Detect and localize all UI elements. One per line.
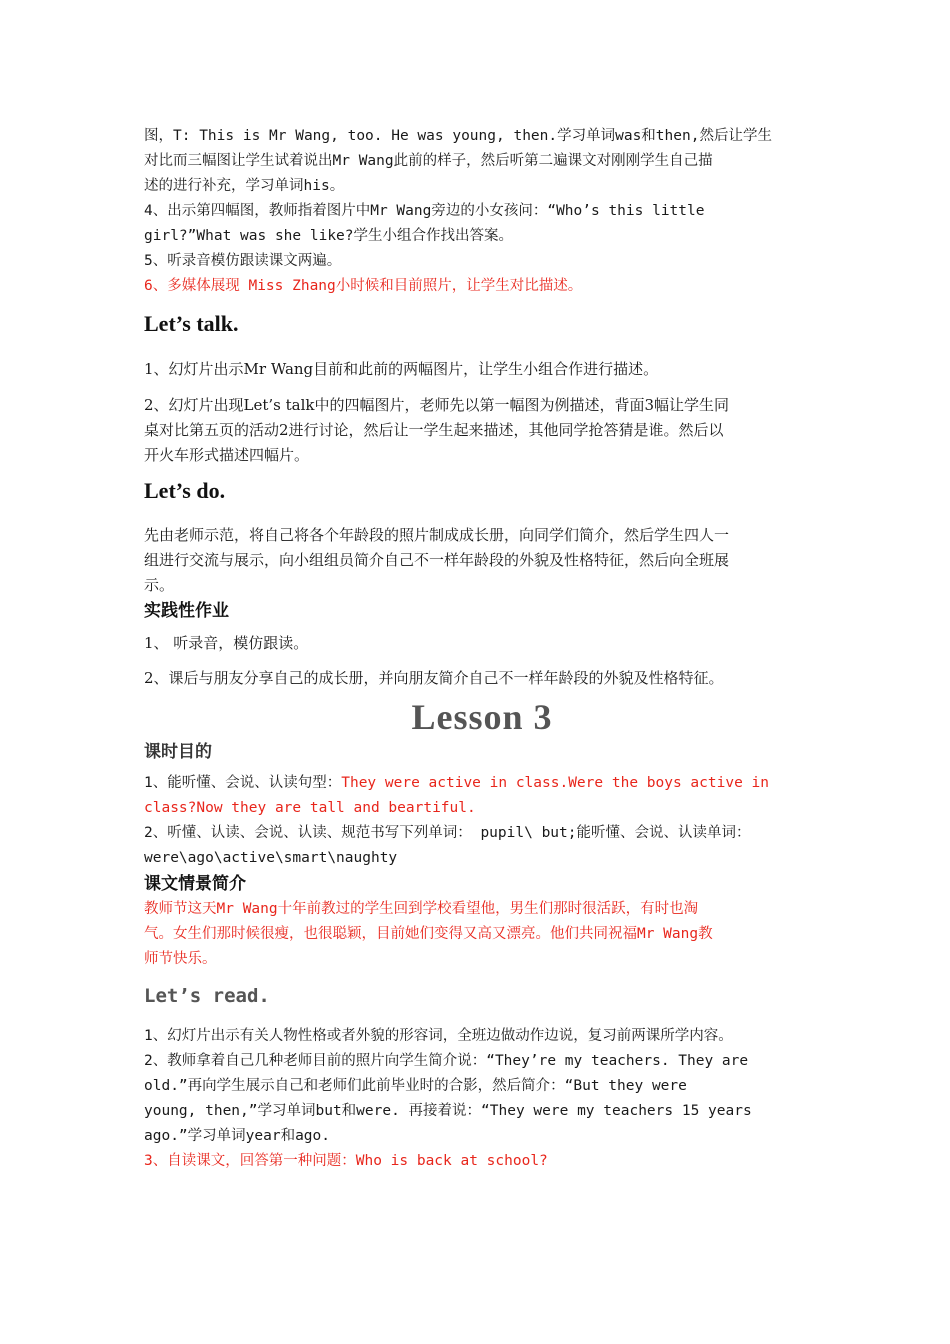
scene-line: 气。女生们那时候很瘦，也很聪颖，目前她们变得又高又漂亮。他们共同祝福Mr Wang教 [144,926,713,942]
goal-2-line: were\ago\active\smart\naughty [144,850,398,866]
lets-talk-section [144,309,820,468]
intro-section [144,124,820,299]
document-page [144,124,820,1174]
goal-1-prefix: 1、能听懂、会说、认读句型： [144,775,342,791]
intro-line: 述的进行补充，学习单词his。 [144,178,345,194]
goal-2-line: 2、听懂、认读、会说、认读、规范书写下列单词： pupil\ but;能听懂、会说、认读单词： [144,825,751,841]
homework-section [144,598,820,691]
lets-do-section [144,476,820,598]
lets-read-heading: Let’s read. [144,985,270,1007]
do-line: 先由老师示范，将自己将各个年龄段的照片制成成长册，向同学们简介，然后学生四人一 [144,526,730,544]
homework-item-2: 2、课后与朋友分享自己的成长册，并向朋友简介自己不一样年龄段的外貌及性格特征。 [144,669,724,687]
lesson-title: Lesson 3 [411,697,553,737]
do-paragraph [144,523,820,598]
lets-talk-heading: Let’s talk. [144,311,239,336]
read-red-line: 3、自读课文，回答第一种问题：Who is back at school? [144,1153,548,1169]
read-line: 2、教师拿着自己几种老师目前的照片向学生简介说：“They’re my teachers. They are [144,1053,749,1069]
intro-red-line: 6、多媒体展现 Miss Zhang小时候和目前照片，让学生对比描述。 [144,278,583,294]
read-line: young, then,”学习单词but和were. 再接着说：“They were my teachers 15 years [144,1103,752,1119]
read-line: ago.”学习单词year和ago. [144,1128,330,1144]
read-paragraph [144,1024,820,1174]
talk-line: 桌对比第五页的活动2进行讨论，然后让一学生起来描述，其他同学抢答猜是谁。然后以 [144,421,724,439]
homework-heading: 实践性作业 [144,601,229,621]
talk-line: 开火车形式描述四幅片。 [144,446,310,464]
lesson-3-section [144,695,820,1174]
intro-line: 5、听录音模仿跟读课文两遍。 [144,253,342,269]
do-line: 示。 [144,576,175,594]
intro-line: 4、出示第四幅图，教师指着图片中Mr Wang旁边的小女孩问：“Who’s this little [144,203,705,219]
intro-line: 图，T: This is Mr Wang, too. He was young, then.学习单词was和then,然后让学生 [144,128,772,144]
goal-1-sentence-a: They were active in class.Were the boys active in [341,775,769,791]
read-line: 1、幻灯片出示有关人物性格或者外貌的形容词，全班边做动作边说，复习前两课所学内容。 [144,1028,733,1044]
do-line: 组进行交流与展示，向小组组员简介自己不一样年龄段的外貌及性格特征，然后向全班展 [144,551,730,569]
scene-line: 教师节这天Mr Wang十年前教过的学生回到学校看望他，男生们那时很活跃，有时也淘 [144,901,699,917]
talk-paragraph-2 [144,393,820,468]
homework-item-1: 1、 听录音，模仿跟读。 [144,634,309,652]
talk-line: 2、幻灯片出现Let’s talk中的四幅图片，老师先以第一幅图为例描述，背面3幅让学生同 [144,396,730,414]
intro-line: 对比而三幅图让学生试着说出Mr Wang此前的样子，然后听第二遍课文对刚刚学生自己描 [144,153,713,169]
intro-line: girl?”What was she like?学生小组合作找出答案。 [144,228,514,244]
read-line: old.”再向学生展示自己和老师们此前毕业时的合影，然后简介：“But they were [144,1078,687,1094]
goals-heading: 课时目的 [144,742,212,762]
goal-1-sentence-b: class?Now they are tall and beartiful. [144,800,476,816]
scene-heading: 课文情景简介 [144,874,246,894]
talk-paragraph-1: 1、幻灯片出示Mr Wang目前和此前的两幅图片，让学生小组合作进行描述。 [144,360,659,378]
lets-do-heading: Let’s do. [144,478,226,503]
goal-1-line [144,771,820,796]
scene-line: 师节快乐。 [144,951,217,967]
